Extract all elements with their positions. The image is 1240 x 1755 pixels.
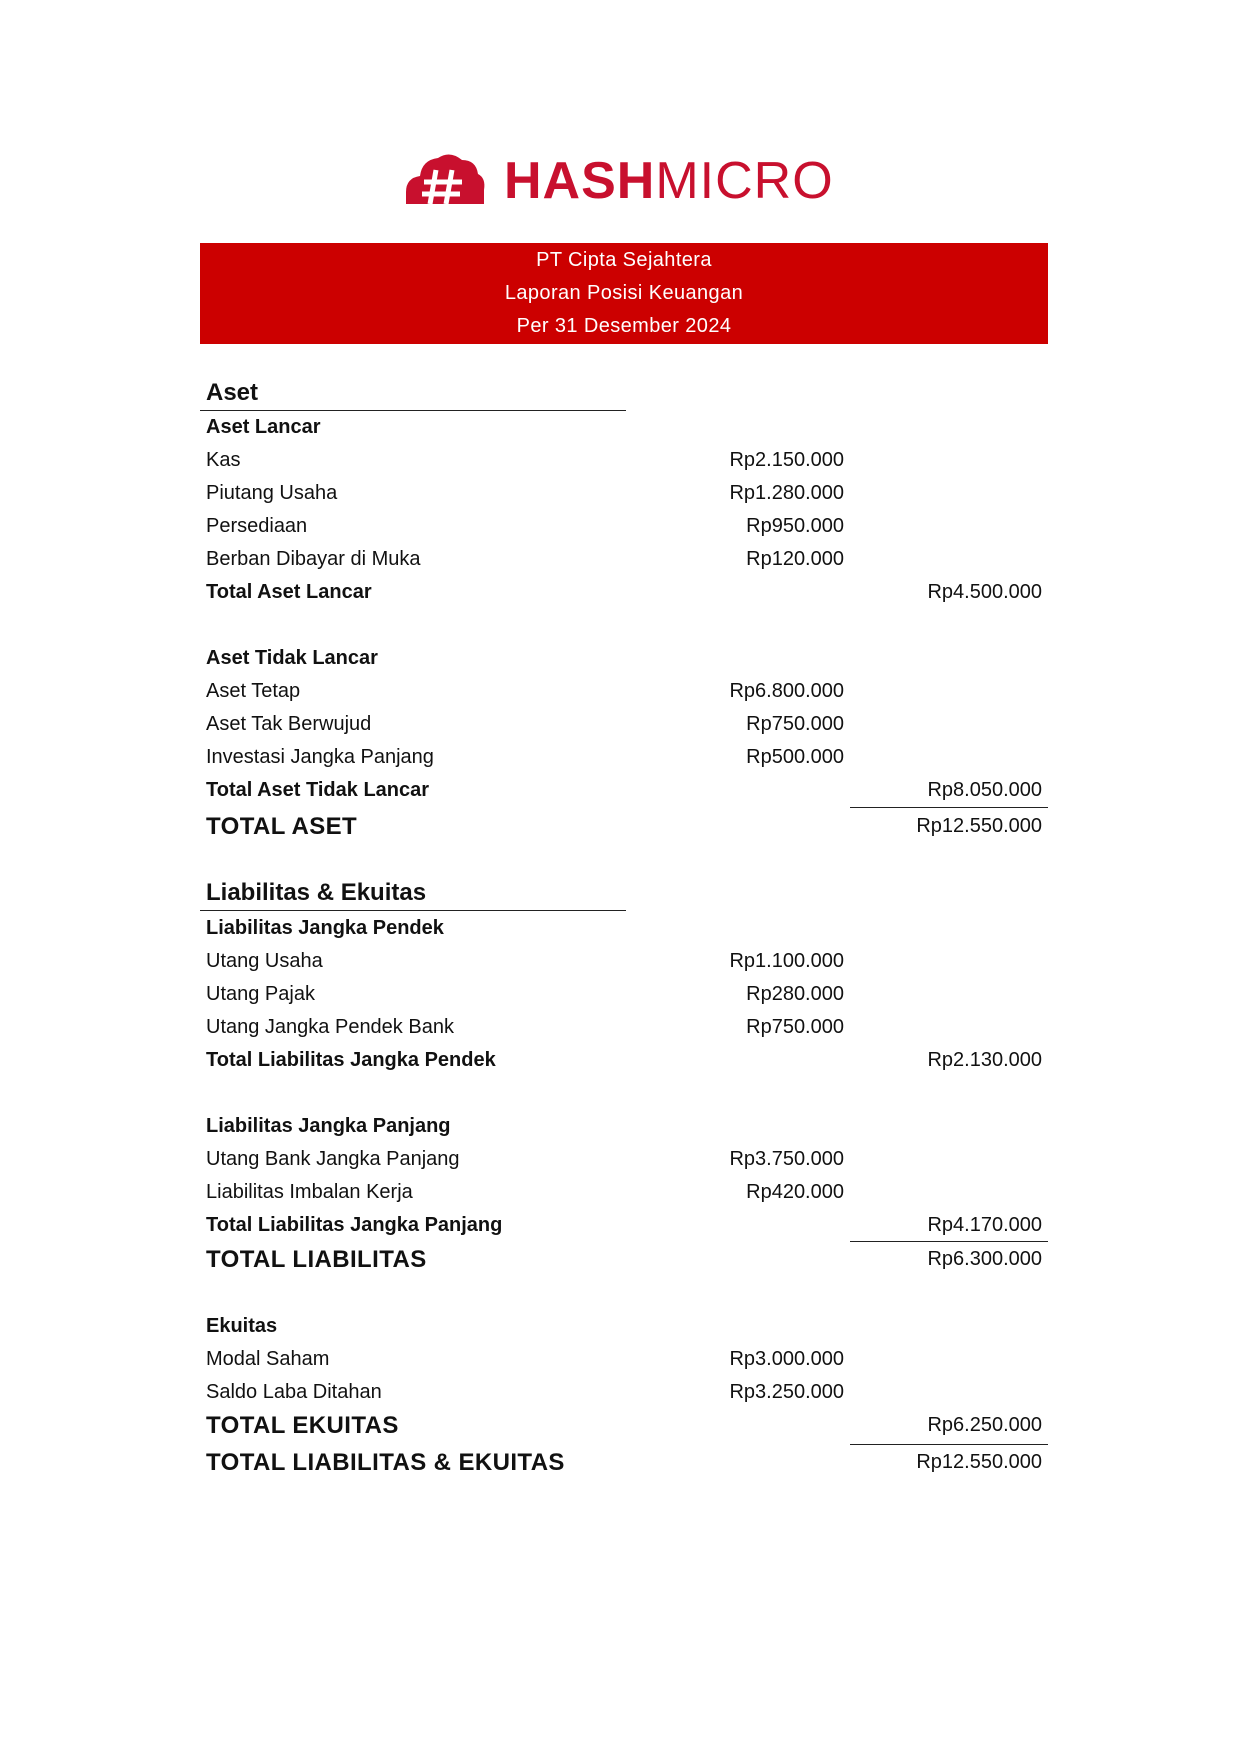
table-row	[0, 1376, 1240, 1409]
grand-total-amount: Rp12.550.000	[916, 815, 1042, 837]
brand-name-bold: HASH	[504, 152, 656, 210]
account-label: Piutang Usaha	[206, 482, 338, 504]
subsection-liabilitas-jangka-panjang	[0, 1110, 1240, 1143]
account-amount: Rp3.750.000	[729, 1148, 844, 1170]
section-heading: Aset	[206, 379, 259, 406]
subsection-heading: Ekuitas	[206, 1315, 278, 1337]
account-amount: Rp1.100.000	[729, 950, 844, 972]
grand-total-label: TOTAL ASET	[206, 813, 358, 840]
account-label: Aset Tetap	[206, 680, 301, 702]
company-name: PT Cipta Sejahtera	[536, 249, 712, 271]
table-row	[0, 708, 1240, 741]
account-label: Investasi Jangka Panjang	[206, 746, 434, 768]
subsection-ekuitas	[0, 1310, 1240, 1343]
subsection-heading: Liabilitas Jangka Panjang	[206, 1115, 451, 1137]
section-liabilitas-ekuitas	[0, 876, 1240, 909]
section-aset	[0, 376, 1240, 409]
subtotal-row	[0, 576, 1240, 609]
table-row	[0, 1176, 1240, 1209]
table-row	[0, 510, 1240, 543]
account-label: Utang Bank Jangka Panjang	[206, 1148, 460, 1170]
account-amount: Rp6.800.000	[729, 680, 844, 702]
table-row	[0, 978, 1240, 1011]
total-rule	[850, 807, 1048, 808]
report-header-banner	[200, 243, 1048, 344]
account-amount: Rp750.000	[746, 1016, 844, 1038]
report-period: Per 31 Desember 2024	[516, 315, 732, 337]
total-rule	[850, 1444, 1048, 1445]
subsection-aset-tidak-lancar	[0, 642, 1240, 675]
subtotal-label: Total Aset Lancar	[206, 581, 372, 603]
grand-total-row	[0, 1243, 1240, 1276]
grand-total-label: TOTAL LIABILITAS & EKUITAS	[206, 1449, 565, 1476]
total-rule	[850, 1241, 1048, 1242]
account-amount: Rp280.000	[746, 983, 844, 1005]
account-label: Utang Jangka Pendek Bank	[206, 1016, 454, 1038]
account-amount: Rp120.000	[746, 548, 844, 570]
subsection-aset-lancar	[0, 411, 1240, 444]
table-row	[0, 1143, 1240, 1176]
account-label: Persediaan	[206, 515, 308, 537]
subsection-heading: Liabilitas Jangka Pendek	[206, 917, 444, 939]
svg-text:HASHMICRO	[504, 152, 834, 210]
account-label: Utang Usaha	[206, 950, 323, 972]
table-row	[0, 741, 1240, 774]
account-amount: Rp750.000	[746, 713, 844, 735]
section-underline	[200, 910, 626, 911]
account-amount: Rp2.150.000	[729, 449, 844, 471]
subtotal-amount: Rp8.050.000	[927, 779, 1042, 801]
subtotal-row	[0, 1209, 1240, 1242]
account-amount: Rp1.280.000	[729, 482, 844, 504]
table-row	[0, 1011, 1240, 1044]
account-amount: Rp950.000	[746, 515, 844, 537]
account-amount: Rp420.000	[746, 1181, 844, 1203]
account-amount: Rp3.250.000	[729, 1381, 844, 1403]
table-row	[0, 1343, 1240, 1376]
subtotal-label: Total Liabilitas Jangka Pendek	[206, 1049, 496, 1071]
account-amount: Rp3.000.000	[729, 1348, 844, 1370]
subsection-heading: Aset Lancar	[206, 416, 321, 438]
cloud-hash-icon	[406, 154, 484, 204]
account-label: Liabilitas Imbalan Kerja	[206, 1181, 413, 1203]
table-row	[0, 444, 1240, 477]
grand-total-row	[0, 1446, 1240, 1479]
subsection-heading: Aset Tidak Lancar	[206, 647, 378, 669]
table-row	[0, 477, 1240, 510]
subtotal-label: Total Liabilitas Jangka Panjang	[206, 1214, 503, 1236]
subtotal-row	[0, 774, 1240, 807]
subtotal-row	[0, 1044, 1240, 1077]
grand-total-row	[0, 1409, 1240, 1442]
hashmicro-logo	[400, 148, 840, 212]
report-title: Laporan Posisi Keuangan	[504, 282, 744, 304]
subtotal-amount: Rp2.130.000	[927, 1049, 1042, 1071]
grand-total-row	[0, 810, 1240, 843]
account-label: Aset Tak Berwujud	[206, 713, 372, 735]
account-label: Saldo Laba Ditahan	[206, 1381, 382, 1403]
grand-total-label: TOTAL EKUITAS	[206, 1412, 399, 1439]
table-row	[0, 675, 1240, 708]
subtotal-amount: Rp4.500.000	[927, 581, 1042, 603]
subsection-liabilitas-jangka-pendek	[0, 912, 1240, 945]
grand-total-amount: Rp6.250.000	[927, 1414, 1042, 1436]
grand-total-amount: Rp12.550.000	[916, 1451, 1042, 1473]
account-label: Utang Pajak	[206, 983, 315, 1005]
table-row	[0, 945, 1240, 978]
account-label: Kas	[206, 449, 241, 471]
account-label: Modal Saham	[206, 1348, 330, 1370]
grand-total-amount: Rp6.300.000	[927, 1248, 1042, 1270]
grand-total-label: TOTAL LIABILITAS	[206, 1246, 427, 1273]
brand-name-light: MICRO	[655, 152, 834, 210]
subtotal-label: Total Aset Tidak Lancar	[206, 779, 430, 801]
account-label: Berban Dibayar di Muka	[206, 548, 421, 570]
account-amount: Rp500.000	[746, 746, 844, 768]
table-row	[0, 543, 1240, 576]
subtotal-amount: Rp4.170.000	[927, 1214, 1042, 1236]
section-heading: Liabilitas & Ekuitas	[206, 879, 427, 906]
